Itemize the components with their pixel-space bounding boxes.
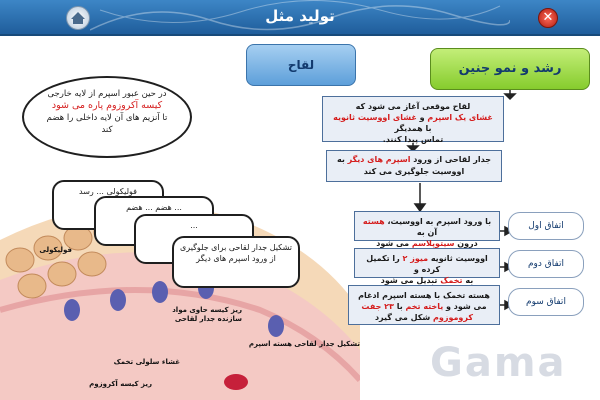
flow-text-red: غشای یک اسپرم [427, 113, 493, 122]
label-sperm-nucleus: هسته اسپرم [248, 340, 292, 348]
close-icon: ✕ [542, 10, 554, 25]
event-second-label[interactable]: اتفاق دوم [508, 250, 584, 278]
flow-box-third-event [348, 285, 500, 325]
flow-text-red: اسپرم های دیگر [347, 155, 411, 164]
flow-text-red: هسته [362, 217, 385, 226]
flow-box-second-event [354, 248, 500, 285]
bubble-text: در حین عبور اسپرم از لایه خارجی [47, 89, 167, 99]
flow-text: جدار لقاحی از ورود [410, 155, 492, 164]
flow-text: با [393, 302, 406, 311]
flow-text: با همدیگر [394, 124, 432, 133]
flow-text: لقاح موقعی آغاز می شود که [355, 102, 471, 111]
event-first-label[interactable]: اتفاق اول [508, 212, 584, 240]
event-third-label[interactable]: اتفاق سوم [508, 288, 584, 316]
flow-text [329, 112, 497, 134]
speech-bubble-4: تشکیل جدار لقاحی برای جلوگیری از ورود اسپرم های دیگر [172, 236, 300, 288]
growth-button[interactable]: رشد و نمو جنین [430, 48, 590, 90]
home-icon [67, 7, 89, 29]
flow-text-red: تخمک [440, 276, 463, 285]
home-button[interactable] [66, 6, 90, 30]
flow-text: شکل می گیرد [374, 313, 434, 322]
flow-text-red: میوز ۲ [402, 254, 429, 263]
bubble-text-highlight: کیسه آکروزوم پاره می شود [51, 100, 163, 111]
speech-bubble-3: ... [134, 214, 254, 264]
label-membrane: غشاء سلولی تخمک [113, 358, 180, 366]
label-granules: ریز کیسه حاوی مواد سازنده جدار لقاحی [172, 306, 242, 323]
flow-box-fertilization-wall [326, 150, 502, 182]
flow-text: آن به [416, 228, 438, 237]
page-title: تولید مثل [265, 7, 335, 25]
flow-text: می شود و [443, 302, 487, 311]
flow-text: با ورود اسپرم به اووسیت، [384, 217, 492, 226]
label-follicular: فولیکولی [39, 246, 72, 254]
flow-text: تماس پیدا کنند. [382, 135, 444, 144]
flow-text: و [416, 113, 428, 122]
flow-text: اووسیت ثانویه [428, 254, 488, 263]
label-fertilization-wall: تشکیل جدار لقاحی [294, 340, 360, 348]
flow-text-red: کروموزوم [433, 313, 474, 322]
flow-box-first-event [354, 211, 500, 248]
flow-text: به [462, 276, 474, 285]
flow-text: می شود [376, 239, 412, 248]
fertilization-button[interactable]: لقاح [246, 44, 356, 86]
flow-text: هسته تخمک با هسته اسپرم ادغام [358, 291, 490, 300]
bubble-text: تا آنزیم های آن لایه داخلی را هضم کند [46, 113, 168, 135]
title-bar [0, 0, 600, 36]
flow-text-red: غشای اووسیت ثانویه [333, 113, 417, 122]
acrosome-speech-bubble [22, 76, 192, 158]
flow-text: تبدیل می شود [380, 276, 441, 285]
flow-text-red: یاخته تخم [405, 302, 444, 311]
close-button[interactable] [538, 8, 558, 28]
speech-bubble-2: ... هضم ... هضم [94, 196, 214, 246]
flow-text: را تکمیل کرده و [366, 254, 441, 274]
flow-text-red: ۲۳ جفت [361, 302, 394, 311]
watermark-logo: Gama [430, 340, 567, 386]
flow-box-fertilization-start [322, 96, 504, 142]
flow-text-red: سیتوپلاسم [411, 239, 455, 248]
speech-bubble-1: فولیکولی ... رسد [52, 180, 164, 230]
label-acrosome: ریز کیسه آکروزوم [89, 380, 152, 388]
flow-text: درون [454, 239, 478, 248]
flow-text: به اووسیت جلوگیری می کند [336, 155, 465, 176]
